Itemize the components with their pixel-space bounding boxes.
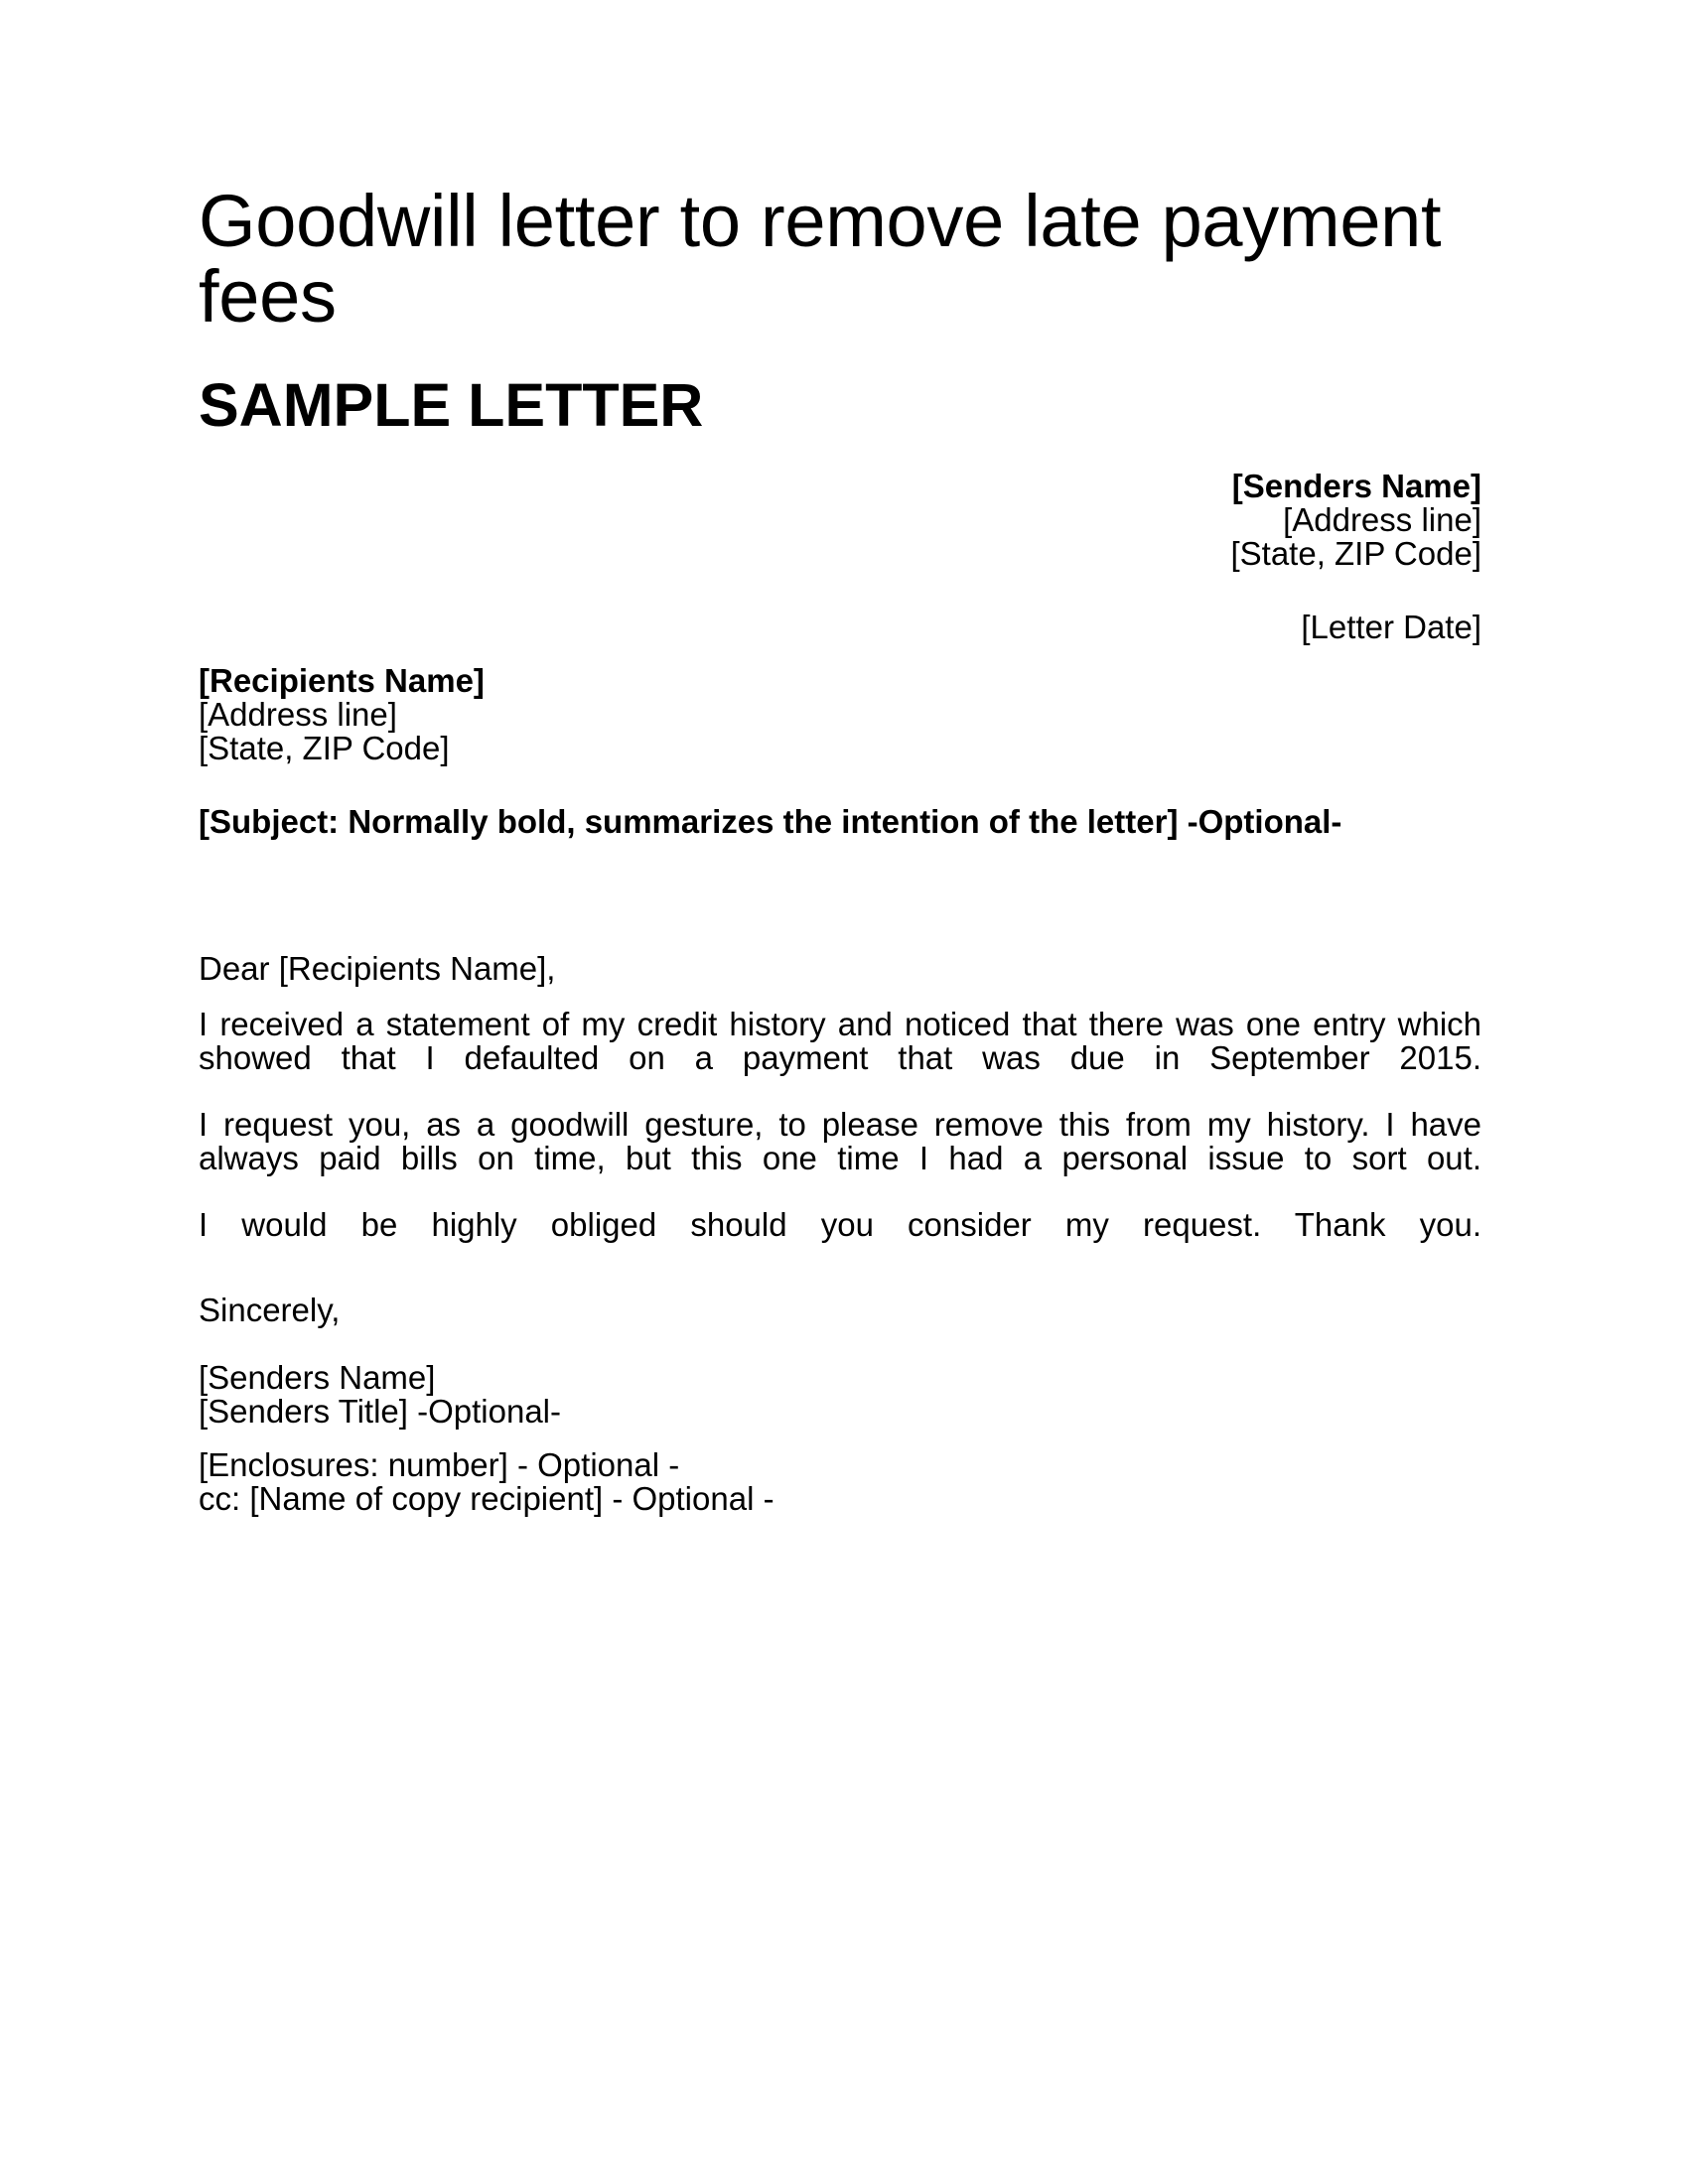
sender-address-line: [Address line]: [1283, 501, 1481, 538]
recipient-address-line: [Address line]: [199, 696, 397, 733]
body-paragraph-1: I received a statement of my credit history and noticed that there was one entry which showed that I defaulted on a payment that was due in September 2015.: [199, 1006, 1481, 1076]
letter-page: [199, 180, 1481, 1517]
body-paragraph-2: I request you, as a goodwill gesture, to please remove this from my history. I have always paid bills on time, but this one time I had a personal issue to sort out.: [199, 1106, 1481, 1176]
sender-name: [Senders Name]: [1231, 468, 1481, 504]
sender-state-zip: [State, ZIP Code]: [1230, 535, 1481, 572]
salutation: Dear [Recipients Name],: [199, 950, 556, 987]
cc-line: cc: [Name of copy recipient] - Optional -: [199, 1480, 774, 1517]
closing: Sincerely,: [199, 1292, 341, 1328]
signature-title: [Senders Title] -Optional-: [199, 1393, 561, 1430]
recipient-address-block: [199, 664, 1481, 765]
subject-line: [Subject: Normally bold, summarizes the intention of the letter] -Optional-: [199, 803, 1342, 840]
body-paragraph-3: I would be highly obliged should you consider my request. Thank you.: [199, 1206, 1481, 1243]
recipient-state-zip: [State, ZIP Code]: [199, 730, 450, 766]
enclosures-block: [199, 1448, 1481, 1516]
signature-block: [199, 1361, 1481, 1429]
letter-date: [Letter Date]: [1301, 609, 1481, 645]
signature-name: [Senders Name]: [199, 1359, 436, 1396]
sender-address-block: [199, 470, 1481, 571]
sample-letter-heading: SAMPLE LETTER: [199, 371, 704, 439]
document-title: Goodwill letter to remove late payment fees: [199, 180, 1442, 338]
recipient-name: [Recipients Name]: [199, 662, 485, 699]
enclosures-line: [Enclosures: number] - Optional -: [199, 1446, 680, 1483]
